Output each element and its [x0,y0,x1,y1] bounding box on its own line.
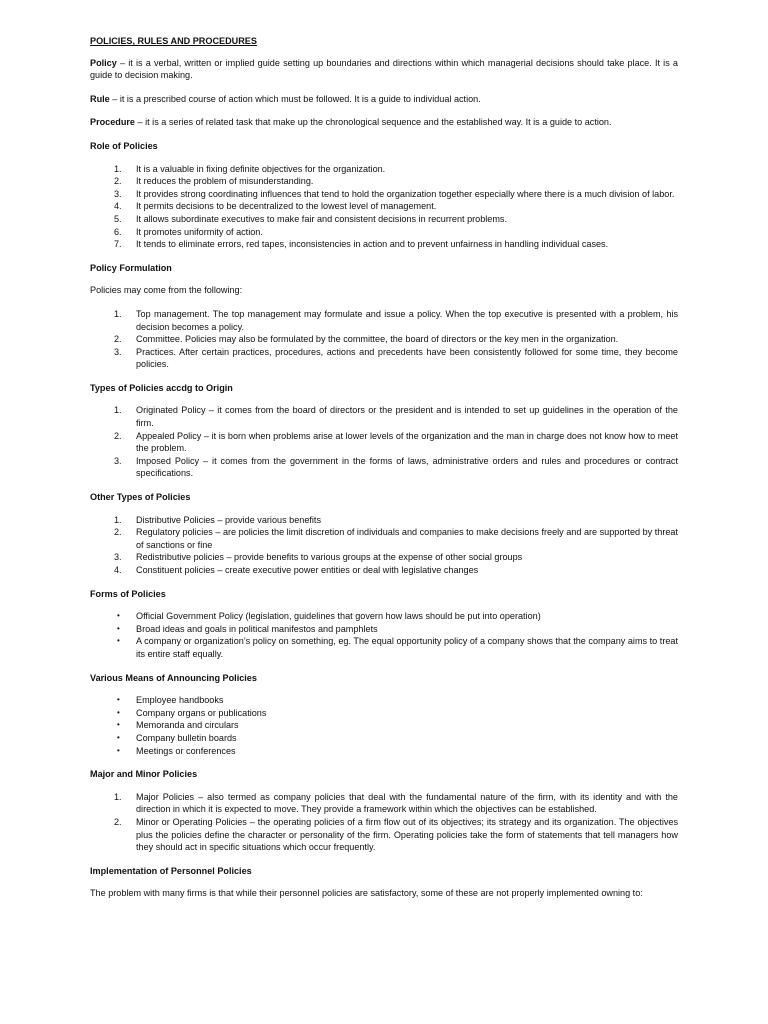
list-item-text: Regulatory policies – are policies the limit discretion of individuals and companies to make decisions freely and are supported by threat of sanctions or fine [136,527,678,550]
definition-text: – it is a prescribed course of action which must be followed. It is a guide to individual action. [109,93,481,104]
list-item [90,163,678,176]
section-heading-major-minor: Major and Minor Policies [90,769,198,780]
definition-text: – it is a verbal, written or implied guide setting up boundaries and directions within which managerial decisions should take place. It is a guide to decision making. [90,57,678,81]
list-item [90,635,678,660]
list-item-text: Top management. The top management may formulate and issue a policy. When the top executive is presented with a problem, his decision becomes a policy. [136,308,678,332]
list-item-text: Committee. Policies may also be formulated by the committee, the board of directors or the key men in the organization. [136,334,619,345]
bullet-icon: • [117,745,120,755]
bullet-icon: • [117,720,120,730]
list-item-text: Imposed Policy – it comes from the government in the forms of laws, administrative orders and rules and procedures or contract specifications. [136,455,678,479]
list-item [90,430,678,455]
list-item-text: Official Government Policy (legislation, guidelines that govern how laws should be put into operation) [136,611,541,622]
formulation-intro: Policies may come from the following: [90,285,243,296]
list-number: 4. [114,201,122,212]
section-heading-forms: Forms of Policies [90,588,166,599]
list-number: 2. [114,527,122,538]
list-number: 4. [114,565,122,575]
section-heading-formulation: Policy Formulation [90,262,172,273]
implementation-text: The problem with many firms is that while their personnel policies are satisfactory, some of these are not properly implemented owning to: [90,888,643,899]
list-item [90,213,678,226]
list-number: 1. [114,308,122,319]
list-item [90,238,678,251]
list-item [90,816,678,854]
list-item-text: Practices. After certain practices, procedures, actions and precedents have been consistently followed for some time, they become policies. [136,346,678,370]
bullet-icon: • [117,707,120,717]
list-item [90,526,678,551]
bullet-icon: • [117,732,120,742]
list-number: 2. [114,176,122,187]
list-number: 2. [114,816,122,827]
list-item [90,791,678,816]
list-number: 1. [114,405,122,416]
list-number: 6. [114,226,122,237]
document-title: POLICIES, RULES AND PROCEDURES [90,36,257,46]
list-number: 2. [114,334,122,345]
list-item-text: It allows subordinate executives to make fair and consistent decisions in recurrent problems. [136,213,508,224]
list-item-text: A company or organization’s policy on something, eg. The equal opportunity policy of a company shows that the company aims to treat its entire staff equally. [136,636,678,659]
list-item [90,623,678,636]
list-item [90,610,678,623]
bullet-icon: • [117,636,120,646]
section-heading-origin: Types of Policies accdg to Origin [90,382,233,393]
role-list [90,163,678,251]
section-heading-other-types: Other Types of Policies [90,492,191,503]
list-item [90,346,678,371]
list-item-text: It is a valuable in fixing definite objectives for the organization. [136,163,386,174]
list-item [90,175,678,188]
list-item-text: Broad ideas and goals in political manifestos and pamphlets [136,623,378,634]
list-item-text: Major Policies – also termed as company policies that deal with the fundamental nature of the firm, with its identity and with the direction in which it is expected to move. They provide a framework within which the objectives can be established. [136,791,678,815]
definition-text: – it is a series of related task that make up the chronological sequence and the established way. It is a guide to action. [134,117,612,128]
list-item-text: Redistributive policies – provide benefits to various groups at the expense of other social groups [136,552,523,563]
definition-policy [90,57,678,82]
list-item [90,455,678,480]
bullet-icon: • [117,623,120,633]
list-number: 5. [114,213,122,224]
list-item-text: It provides strong coordinating influences that tend to hold the organization together especially where there is a much division of labor. [136,188,675,199]
list-number: 1. [114,514,122,525]
announcing-list [90,694,678,757]
forms-list [90,610,678,660]
list-item [90,551,678,564]
list-item-text: Company organs or publications [136,707,267,718]
section-heading-announcing: Various Means of Announcing Policies [90,672,257,683]
list-item [90,719,678,732]
list-item-text: Originated Policy – it comes from the board of directors or the president and is intended to set up guidelines in the operation of the firm. [136,405,678,429]
definition-term: Rule [90,93,110,104]
section-heading-implementation: Implementation of Personnel Policies [90,865,252,876]
list-item-text: It tends to eliminate errors, red tapes, inconsistencies in action and to prevent unfairness in handling individual cases. [136,239,609,250]
list-item [90,732,678,745]
definition-term: Policy [90,57,117,68]
major-minor-list [90,791,678,854]
formulation-list [90,308,678,371]
list-number: 3. [114,188,122,199]
bullet-icon: • [117,611,120,621]
list-item [90,333,678,346]
list-number: 7. [114,239,122,250]
list-item-text: Memoranda and circulars [136,720,239,731]
list-item [90,694,678,707]
list-item-text: Meetings or conferences [136,745,236,756]
list-item-text: It reduces the problem of misunderstanding. [136,176,314,187]
bullet-icon: • [117,695,120,705]
list-item-text: It permits decisions to be decentralized to the lowest level of management. [136,201,437,212]
list-item [90,564,678,577]
list-item-text: It promotes uniformity of action. [136,226,263,237]
list-number: 3. [114,346,122,357]
definition-term: Procedure [90,117,135,128]
list-item [90,308,678,333]
list-item [90,188,678,201]
list-number: 1. [114,163,122,174]
list-item [90,514,678,527]
list-item [90,226,678,239]
list-item-text: Distributive Policies – provide various benefits [136,514,321,525]
definition-procedure [90,116,678,129]
other-types-list [90,514,678,577]
list-item [90,404,678,429]
list-item-text: Minor or Operating Policies – the operating policies of a firm flow out of its objectives; its strategy and its organization. The objectives plus the policies define the character or personality of the firm. Operating policies take the form of statements that tell managers how they should act in specific situations which occur frequently. [136,816,678,853]
list-item-text: Appealed Policy – it is born when problems arise at lower levels of the organization and the man in charge does not know how to meet the problem. [136,430,678,454]
list-number: 1. [114,791,122,802]
list-item [90,200,678,213]
list-item [90,745,678,758]
document-content [90,35,678,911]
definition-rule [90,93,678,106]
list-number: 2. [114,430,122,441]
list-item-text: Company bulletin boards [136,732,237,743]
list-item-text: Employee handbooks [136,695,224,706]
section-heading-role: Role of Policies [90,140,158,151]
list-item [90,707,678,720]
list-item-text: Constituent policies – create executive power entities or deal with legislative changes [136,565,479,575]
list-number: 3. [114,552,122,563]
origin-list [90,404,678,480]
list-number: 3. [114,455,122,466]
